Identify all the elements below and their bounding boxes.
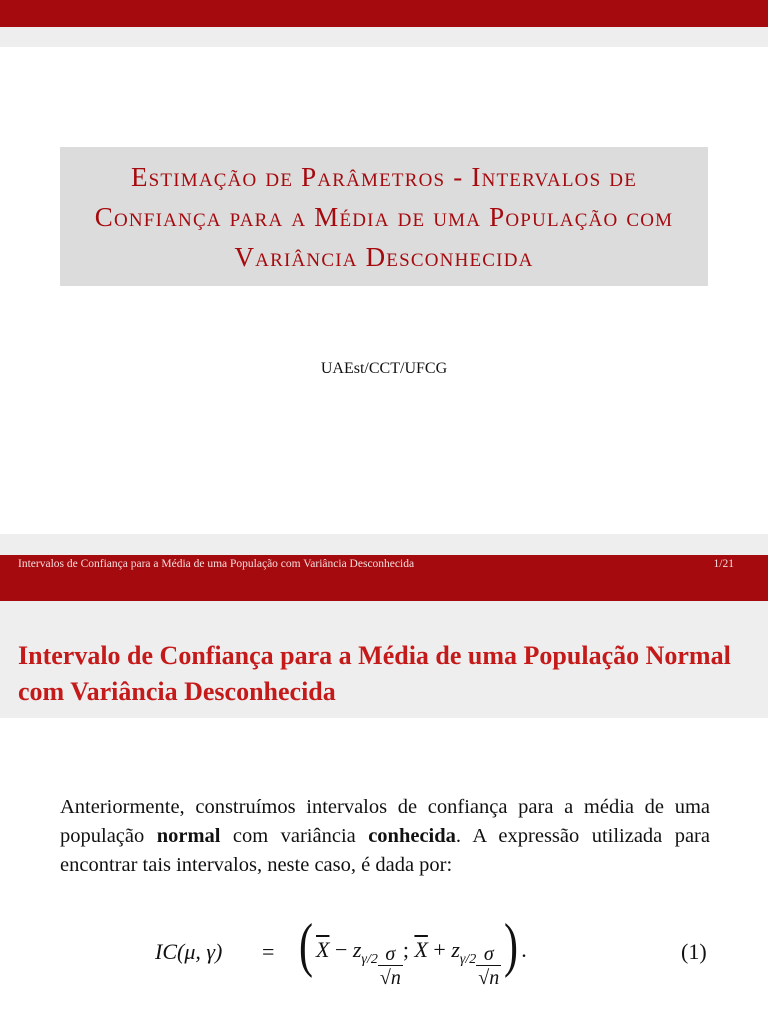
n-1: n [390,967,401,990]
presentation-title: Estimação de Parâmetros - Intervalos de Confiança para a Média de uma População com Variância Desconhecida [94,161,674,272]
minus-sign: − [334,937,348,962]
equation-lhs: IC(μ, γ) [155,939,223,964]
xbar-1: $\overline{X}$ [315,937,330,962]
right-paren: ) [504,912,519,978]
left-paren: ( [298,912,313,978]
sigma-over-sqrt-n-1 [378,943,403,990]
equation-expression [296,912,527,990]
body-text-2: com variância [220,825,369,847]
footer-title: Intervalos de Confiança para a Média de uma População com Variância Desconhecida [18,558,415,570]
footer-bar [0,555,768,601]
sigma-2: σ [483,943,494,966]
z-sub-2: γ/2 [459,952,477,967]
sigma-over-sqrt-n-2 [476,943,501,990]
slide1-top-strip [0,27,768,47]
equation-number: (1) [681,939,707,964]
equation-1 [0,912,768,995]
period: . [521,937,527,962]
xbar-2: $\overline{X}$ [414,937,428,962]
z-sub-1: γ/2 [361,952,378,967]
title-box [60,147,708,286]
body-bold-normal: normal [156,825,221,847]
body-paragraph [60,793,710,880]
n-2: n [489,967,500,990]
plus-sign: + [433,937,446,962]
slide1-top-bar [0,0,768,27]
z-2: z [451,937,460,962]
sigma-1: σ [385,943,396,966]
z-1: z [352,937,362,962]
equation-equals: = [262,939,275,964]
sqrt-n-1: √n [379,967,401,990]
semicolon: ; [402,937,409,962]
body-text-1: Anteriormente, construímos intervalos de confiança para a média de uma população [60,796,710,847]
page-number: 1/21 [713,558,734,570]
sqrt-n-2: √n [478,967,500,990]
slide1-bottom-strip [0,534,768,555]
author-affiliation: UAEst/CCT/UFCG [320,360,448,377]
body-text-3: . A expressão utilizada para encontrar tais intervalos, neste caso, é dada por: [60,825,710,876]
frame-title-box [0,620,768,718]
slide2-top-strip [0,601,768,620]
frame-title: Intervalo de Confiança para a Média de uma População Normal com Variância Desconhecida [18,641,731,706]
body-bold-conhecida: conhecida [368,825,456,847]
